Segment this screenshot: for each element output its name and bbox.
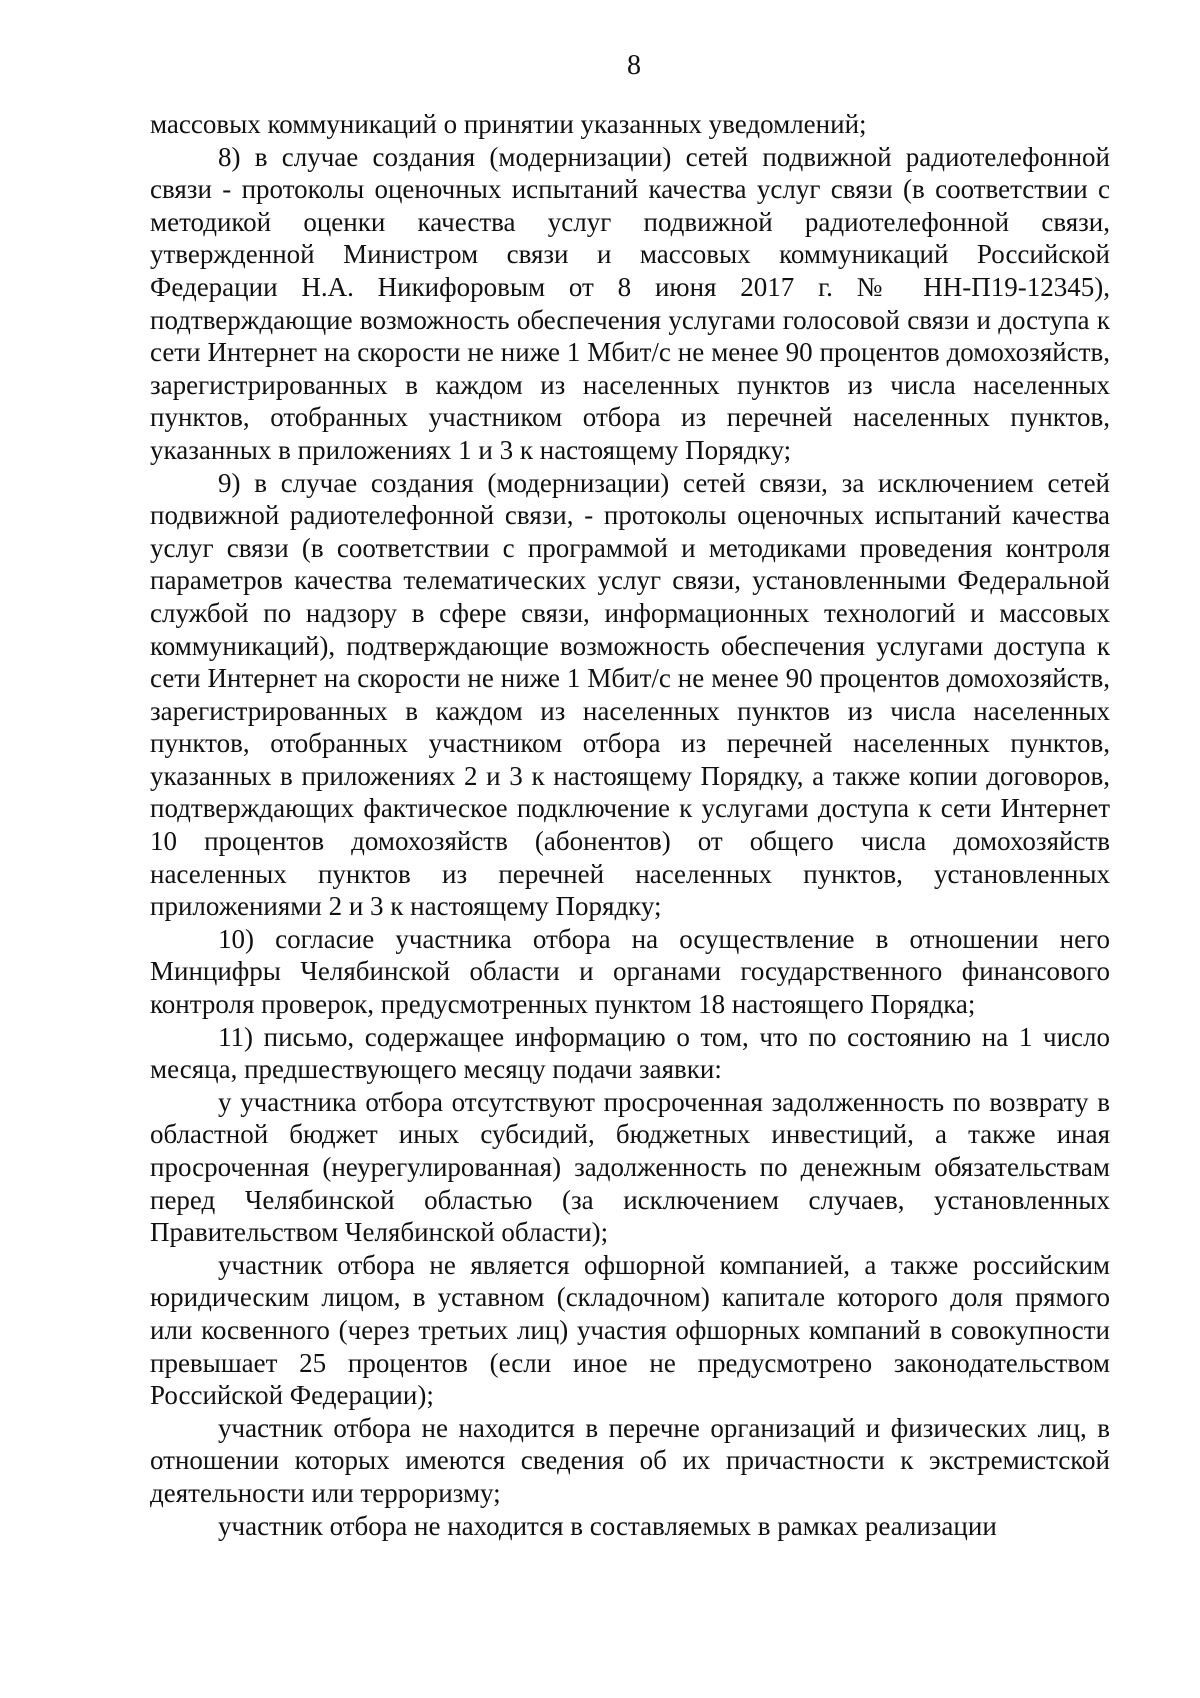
paragraph-subitem-offshore: участник отбора не является офшорной компанией, а также российским юридическим лицом, в уставном (складочном) капитале которого доля прямого или косвенного (через третьих лиц) участия офшорных компаний в совокупности превышает 25 процентов (если иное не предусмотрено законодательством Российской Федерации); xyxy=(150,1249,1110,1411)
document-body xyxy=(150,108,1110,1542)
paragraph-item-9: 9) в случае создания (модернизации) сетей связи, за исключением сетей подвижной радиотелефонной связи, - протоколы оценочных испытаний качества услуг связи (в соответствии с программой и методиками проведения контроля параметров качества телематических услуг связи, установленными Федеральной службой по надзору в сфере связи, информационных технологий и массовых коммуникаций), подтверждающие возможность обеспечения услугами доступа к сети Интернет на скорости не ниже 1 Мбит/с не менее 90 процентов домохозяйств, зарегистрированных в каждом из населенных пунктов из числа населенных пунктов, отобранных участником отбора из перечней населенных пунктов, указанных в приложениях 2 и 3 к настоящему Порядку, а также копии договоров, подтверждающих фактическое подключение к услугами доступа к сети Интернет 10 процентов домохозяйств (абонентов) от общего числа домохозяйств населенных пунктов из перечней населенных пунктов, установленных приложениями 2 и 3 к настоящему Порядку; xyxy=(150,467,1110,922)
paragraph-subitem-lists: участник отбора не находится в составляемых в рамках реализации xyxy=(218,1510,997,1541)
paragraph-continuation: массовых коммуникаций о принятии указанных уведомлений; xyxy=(150,109,867,139)
page-number: 8 xyxy=(627,50,641,81)
paragraph-subitem-extremism: участник отбора не находится в перечне организаций и физических лиц, в отношении которых имеются сведения об их причастности к экстремистской деятельности или терроризму; xyxy=(150,1412,1110,1508)
paragraph-subitem-no-debt: у участника отбора отсутствуют просроченная задолженность по возврату в областной бюджет иных субсидий, бюджетных инвестиций, а также иная просроченная (неурегулированная) задолженность по денежным обязательствам перед Челябинской областью (за исключением случаев, установленных Правительством Челябинской области); xyxy=(150,1086,1110,1248)
paragraph-item-11: 11) письмо, содержащее информацию о том, что по состоянию на 1 число месяца, предшествующего месяцу подачи заявки: xyxy=(150,1021,1110,1085)
paragraph-item-8: 8) в случае создания (модернизации) сетей подвижной радиотелефонной связи - протоколы оценочных испытаний качества услуг связи (в соответствии с методикой оценки качества услуг подвижной радиотелефонной связи, утвержденной Министром связи и массовых коммуникаций Российской Федерации Н.А. Никифоровым от 8 июня 2017 г. № НН-П19-12345), подтверждающие возможность обеспечения услугами голосовой связи и доступа к сети Интернет на скорости не ниже 1 Мбит/с не менее 90 процентов домохозяйств, зарегистрированных в каждом из населенных пунктов из числа населенных пунктов, отобранных участником отбора из перечней населенных пунктов, указанных в приложениях 1 и 3 к настоящему Порядку; xyxy=(150,141,1110,465)
paragraph-item-10: 10) согласие участника отбора на осуществление в отношении него Минцифры Челябинской области и органами государственного финансового контроля проверок, предусмотренных пунктом 18 настоящего Порядка; xyxy=(150,923,1110,1020)
